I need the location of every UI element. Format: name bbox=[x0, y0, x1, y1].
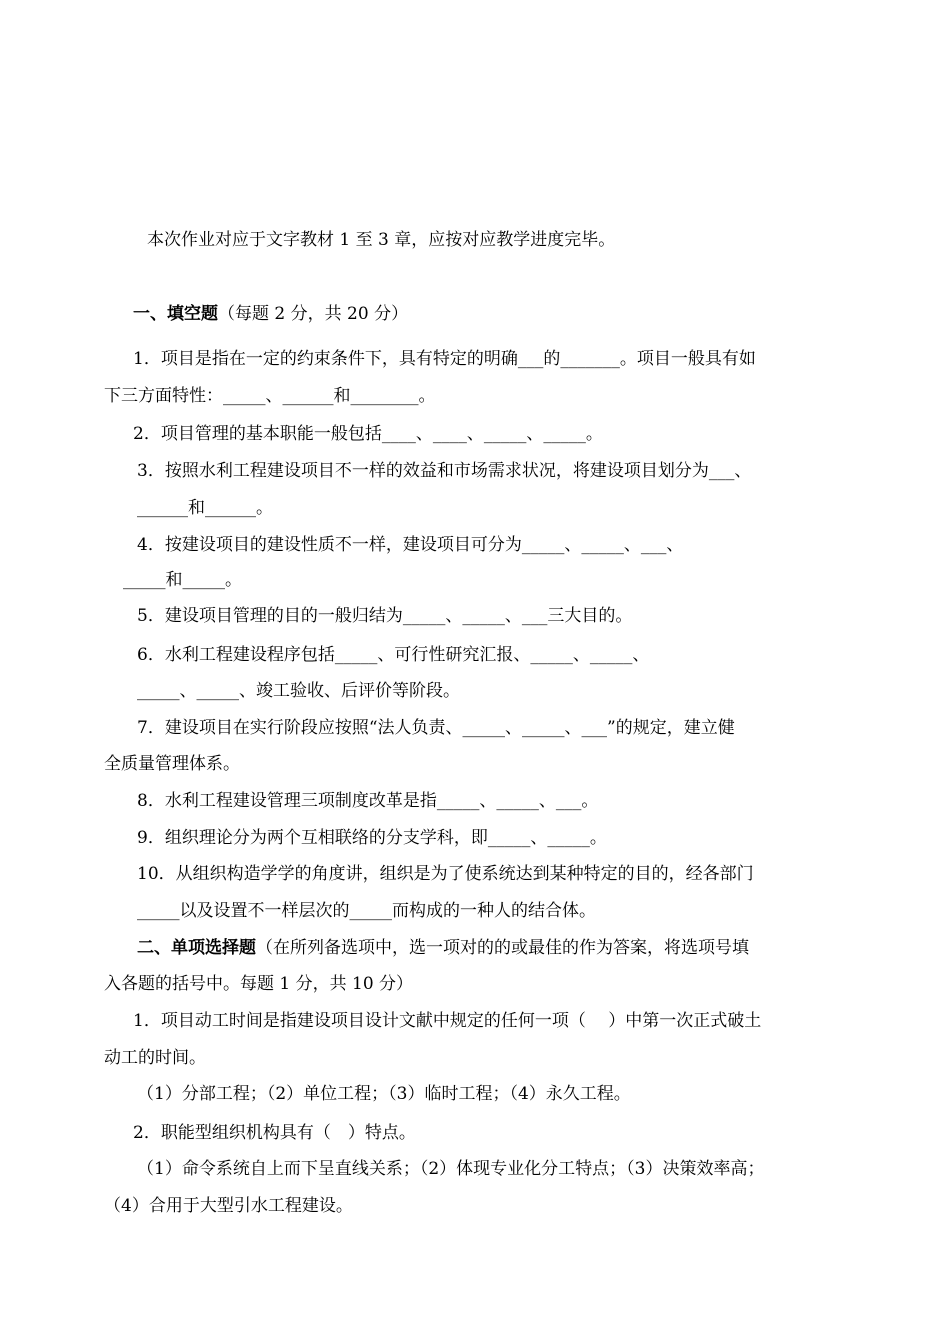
choice-options-line: （1）分部工程；（2）单位工程；（3）临时工程；（4）永久工程。 bbox=[137, 1084, 631, 1104]
fill-question-line: 全质量管理体系。 bbox=[104, 754, 240, 774]
fill-question-line: _____以及设置不一样层次的_____而构成的一种人的结合体。 bbox=[137, 901, 596, 921]
choice-options-line: （4）合用于大型引水工程建设。 bbox=[104, 1196, 353, 1216]
fill-question-line: 8．水利工程建设管理三项制度改革是指_____、_____、___。 bbox=[137, 791, 599, 811]
section-2-heading: 二、单项选择题 bbox=[137, 938, 256, 958]
fill-question-line: 6．水利工程建设程序包括_____、可行性研究汇报、_____、_____、 bbox=[137, 645, 650, 665]
section-2-note-cont: 入各题的括号中。每题 1 分，共 10 分） bbox=[104, 974, 414, 994]
fill-question-line: ______和______。 bbox=[137, 498, 273, 518]
fill-question-line: _____和_____。 bbox=[123, 570, 242, 590]
fill-question-line: 1．项目是指在一定的约束条件下，具有特定的明确___的_______。项目一般具有如 bbox=[133, 349, 756, 369]
fill-question-line: 4．按建设项目的建设性质不一样，建设项目可分为_____、_____、___、 bbox=[137, 535, 684, 555]
choice-question-line: 2．职能型组织机构具有（ ）特点。 bbox=[133, 1123, 416, 1143]
fill-question-line: _____、_____、竣工验收、后评价等阶段。 bbox=[137, 681, 460, 701]
fill-question-line: 10．从组织构造学学的角度讲，组织是为了使系统达到某种特定的目的，经各部门 bbox=[137, 864, 754, 884]
choice-question-line: 1．项目动工时间是指建设项目设计文献中规定的任何一项（ ）中第一次正式破土 bbox=[133, 1011, 762, 1031]
fill-question-line: 下三方面特性：_____、______和________。 bbox=[104, 386, 436, 406]
fill-question-line: 5．建设项目管理的目的一般归结为_____、_____、___三大目的。 bbox=[137, 606, 633, 626]
choice-question-line: 动工的时间。 bbox=[104, 1048, 206, 1068]
fill-question-line: 2．项目管理的基本职能一般包括____、____、_____、_____。 bbox=[133, 424, 603, 444]
choice-options-line: （1）命令系统自上而下呈直线关系；（2）体现专业化分工特点；（3）决策效率高； bbox=[137, 1159, 765, 1179]
fill-question-line: 3．按照水利工程建设项目不一样的效益和市场需求状况，将建设项目划分为___、 bbox=[137, 461, 752, 481]
section-1-title bbox=[133, 302, 408, 326]
section-1-note: （每题 2 分，共 20 分） bbox=[218, 304, 409, 324]
intro-text: 本次作业对应于文字教材 1 至 3 章，应按对应教学进度完毕。 bbox=[147, 230, 616, 250]
fill-question-line: 9．组织理论分为两个互相联络的分支学科，即_____、_____。 bbox=[137, 828, 607, 848]
section-1-heading: 一、填空题 bbox=[133, 304, 218, 324]
section-2-note: （在所列备选项中，选一项对的的或最佳的作为答案，将选项号填 bbox=[256, 938, 749, 958]
section-2-title bbox=[137, 936, 749, 960]
fill-question-line: 7．建设项目在实行阶段应按照“法人负责、_____、_____、___”的规定，建立健 bbox=[137, 718, 735, 738]
